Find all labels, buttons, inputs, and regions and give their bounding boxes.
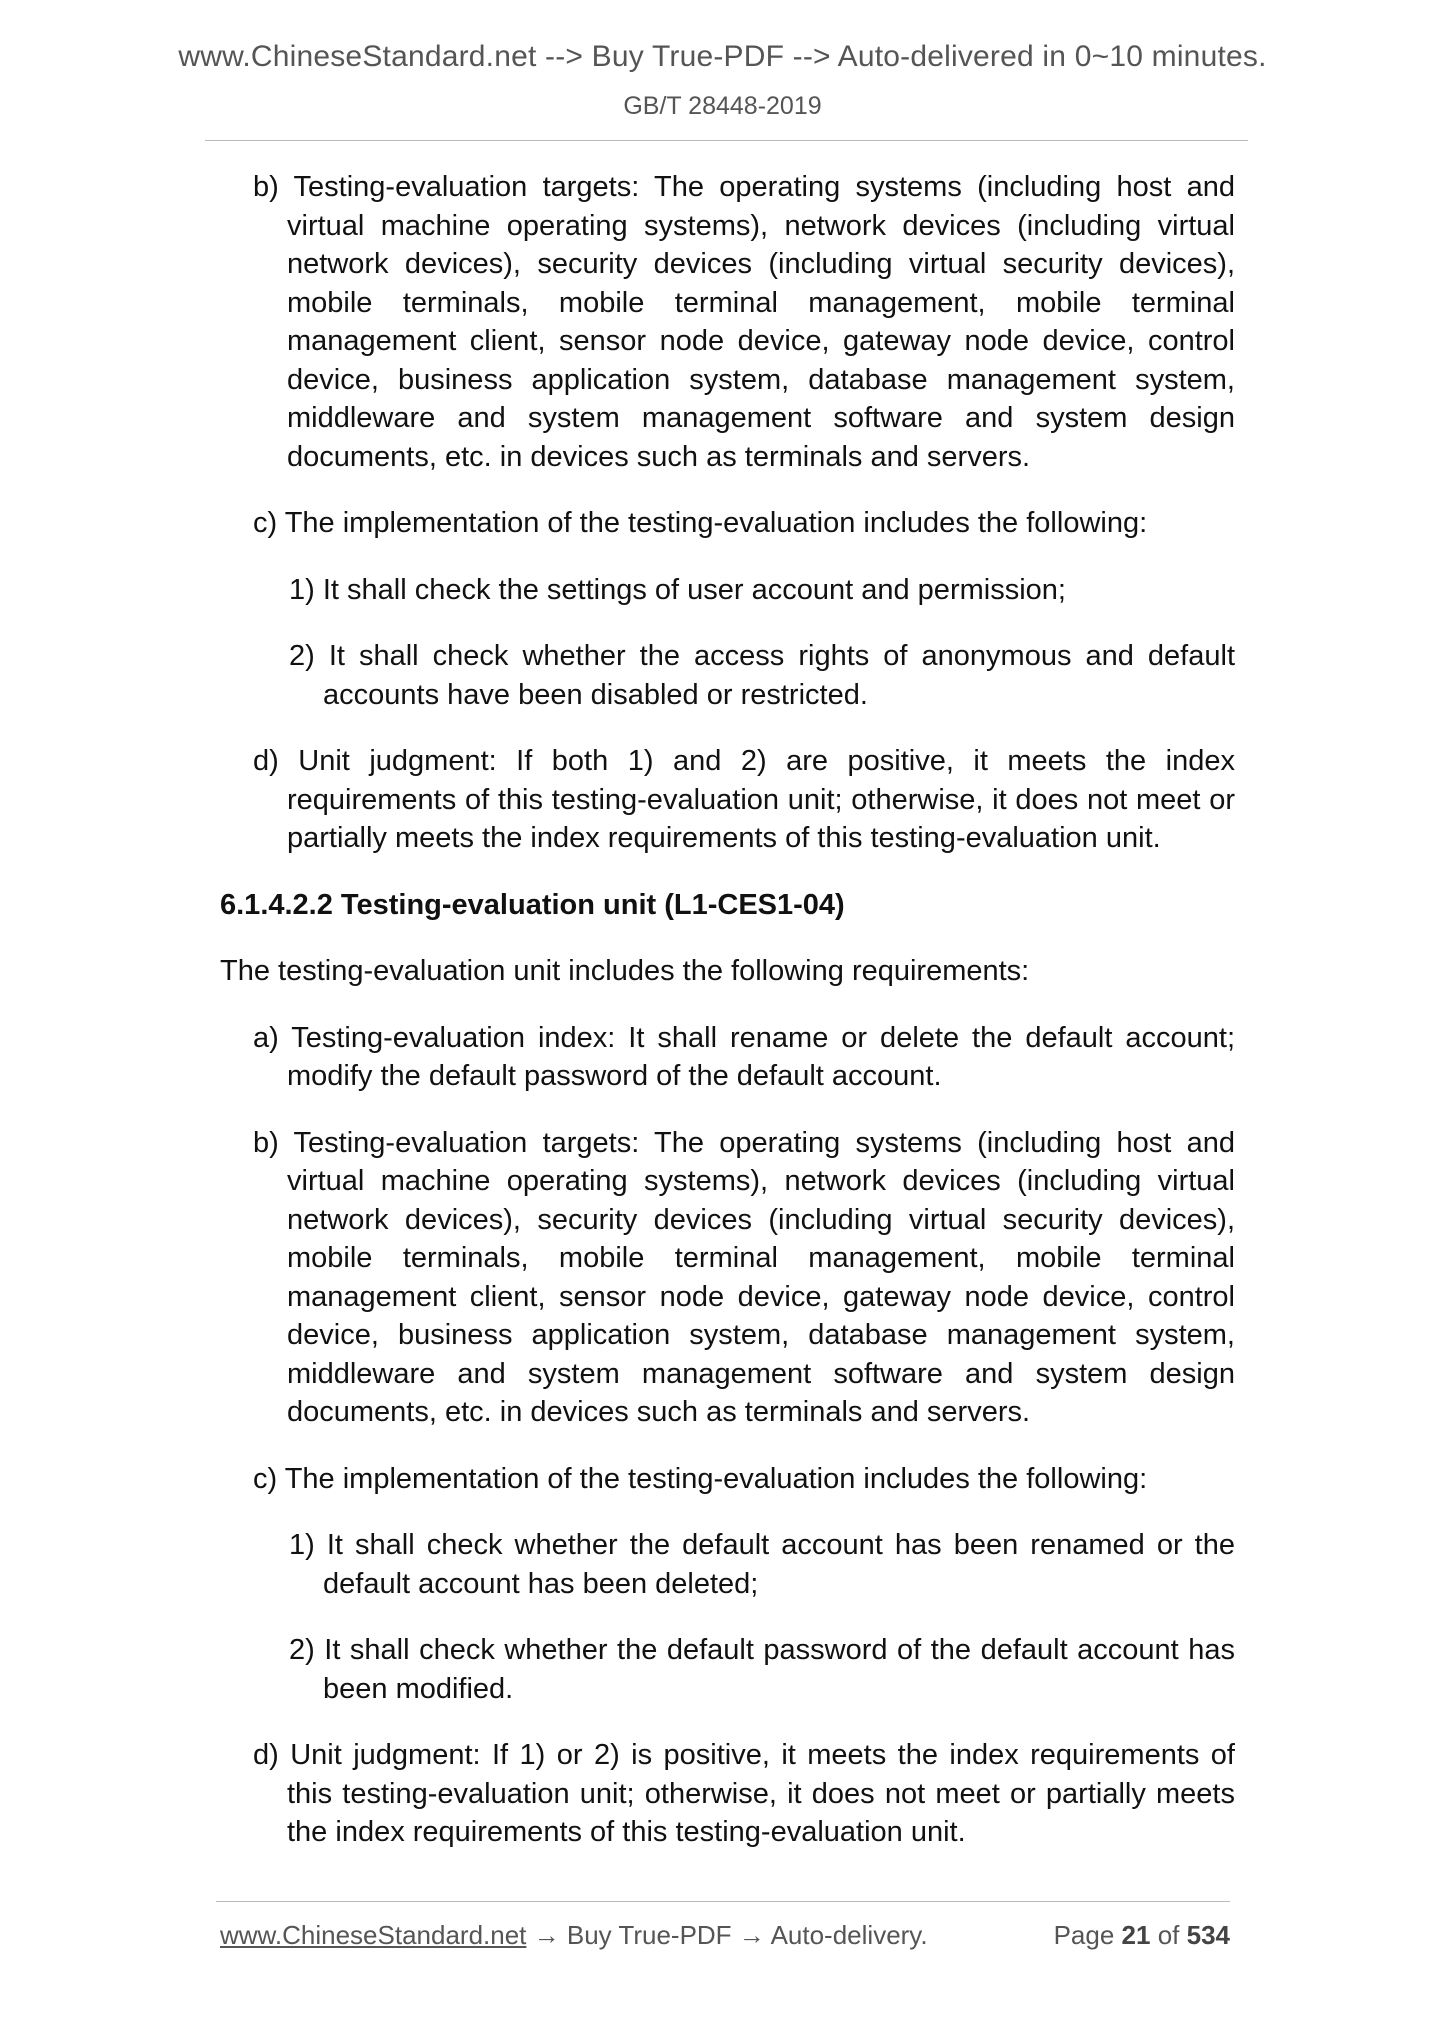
footer-promo (220, 1920, 928, 1951)
footer-promo-text: → Buy True-PDF → Auto-delivery. (526, 1920, 928, 1950)
paragraph-c2-item-1: 1) It shall check whether the default account has been renamed or the default account has been deleted; (289, 1529, 1235, 1600)
page-number (1054, 1920, 1230, 1951)
paragraph-c-implementation-2: c) The implementation of the testing-evaluation includes the following: (253, 1462, 1148, 1495)
total-pages: 534 (1186, 1920, 1230, 1950)
of-label: of (1157, 1920, 1180, 1950)
document-code: GB/T 28448-2019 (623, 92, 822, 120)
header-banner: www.ChineseStandard.net --> Buy True-PDF --> Auto-delivered in 0~10 minutes. (178, 40, 1267, 73)
footer-site-link[interactable]: www.ChineseStandard.net (220, 1920, 527, 1950)
header-divider (205, 140, 1248, 141)
paragraph-a-index: a) Testing-evaluation index: It shall rename or delete the default account; modify the default password of the default account. (253, 1021, 1235, 1092)
paragraph-c-implementation: c) The implementation of the testing-evaluation includes the following: (253, 507, 1148, 539)
paragraph-c-item-2: 2) It shall check whether the access rights of anonymous and default accounts have been disabled or restricted. (289, 640, 1235, 711)
paragraph-b-targets: b) Testing-evaluation targets: The operating systems (including host and virtual machine operating systems), network devices (including virtual network devices), security devices (including virtual security devices), mobile terminals, mobile terminal management, mobile terminal management client, sensor node device, gateway node device, control device, business application system, database management system, middleware and system management software and system design documents, etc. in devices such as terminals and servers. (253, 171, 1235, 473)
paragraph-b-targets-2: b) Testing-evaluation targets: The operating systems (including host and virtual machine operating systems), network devices (including virtual network devices), security devices (including virtual security devices), mobile terminals, mobile terminal management, mobile terminal management client, sensor node device, gateway node device, control device, business application system, database management system, middleware and system management software and system design documents, etc. in devices such as terminals and servers. (253, 1126, 1235, 1428)
section-intro: The testing-evaluation unit includes the following requirements: (220, 955, 1030, 987)
current-page: 21 (1121, 1920, 1151, 1950)
section-heading: 6.1.4.2.2 Testing-evaluation unit (L1-CES1-04) (220, 888, 845, 921)
paragraph-d-judgment: d) Unit judgment: If both 1) and 2) are positive, it meets the index requirements of this testing-evaluation unit; otherwise, it does not meet or partially meets the index requirements of this testing-evaluation unit. (253, 745, 1235, 854)
paragraph-c2-item-2: 2) It shall check whether the default password of the default account has been modified. (289, 1634, 1235, 1705)
paragraph-d-judgment-2: d) Unit judgment: If 1) or 2) is positive, it meets the index requirements of this testing-evaluation unit; otherwise, it does not meet or partially meets the index requirements of this testing-evaluation unit. (253, 1739, 1235, 1848)
page-content (220, 168, 1235, 1880)
footer-divider (216, 1901, 1230, 1902)
paragraph-c-item-1: 1) It shall check the settings of user account and permission; (289, 573, 1066, 606)
page-label: Page (1053, 1920, 1115, 1950)
